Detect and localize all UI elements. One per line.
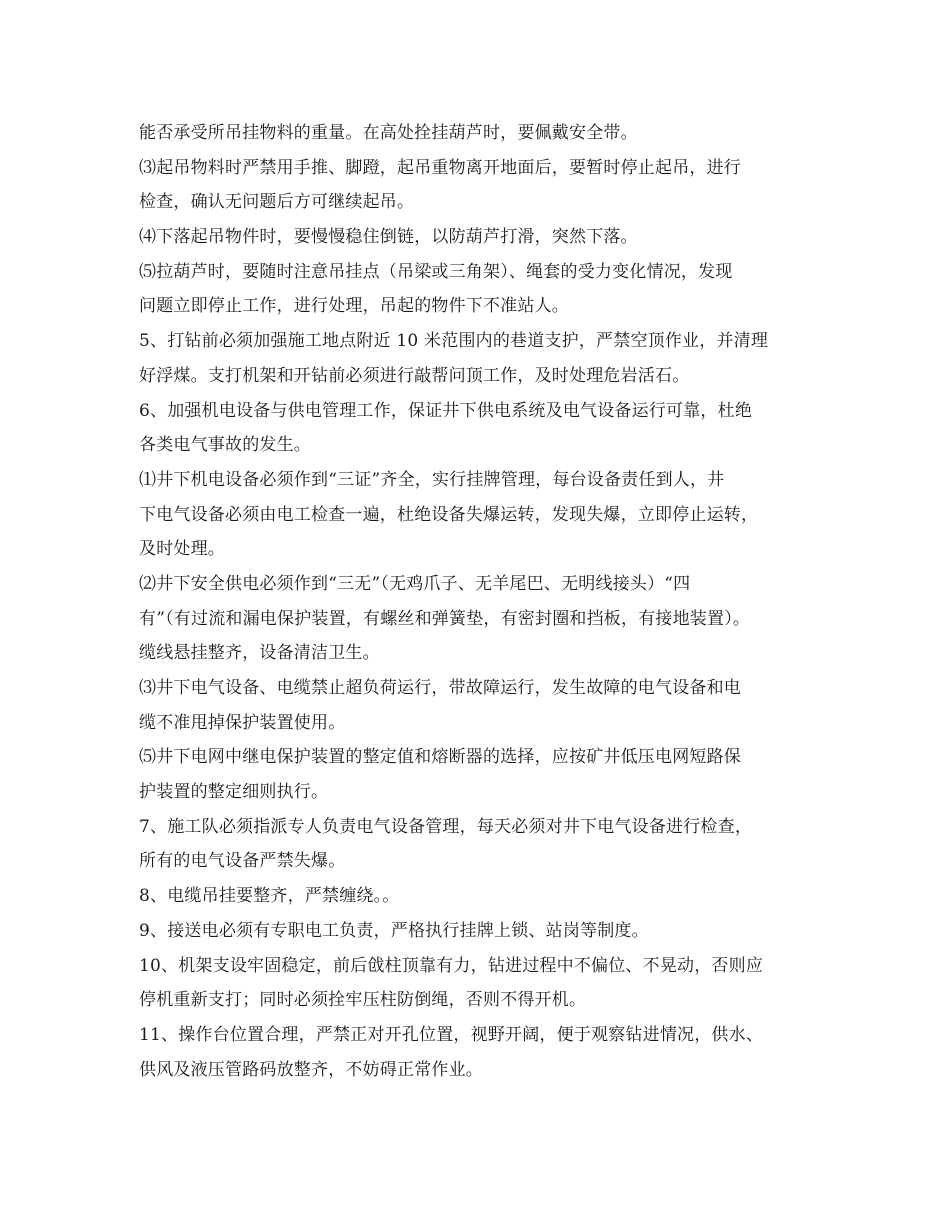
text-line: 10、机架支设牢固稳定，前后戗柱顶靠有力，钻进过程中不偏位、不晃动，否则应 [139, 955, 764, 976]
text-line: 下电气设备必须由电工检查一遍，杜绝设备失爆运转，发现失爆，立即停止运转， [139, 504, 759, 525]
text-line: 好浮煤。支打机架和开钻前必须进行敲帮问顶工作，及时处理危岩活石。 [139, 365, 690, 386]
text-line: 检查，确认无问题后方可继续起吊。 [139, 192, 415, 213]
text-line: ⑶井下电气设备、电缆禁止超负荷运行，带故障运行，发生故障的电气设备和电 [139, 678, 741, 698]
text-line: 及时处理。 [139, 539, 225, 560]
text-line: ⑴井下机电设备必须作到“三证”齐全，实行挂牌管理，每台设备责任到人，井 [139, 469, 725, 490]
text-line: 11、操作台位置合理，严禁正对开孔位置，视野开阔，便于观察钻进情况，供水、 [139, 1024, 764, 1045]
text-line: 9、接送电必须有专职电工负责，严格执行挂牌上锁、站岗等制度。 [139, 920, 649, 941]
text-line: 6、加强机电设备与供电管理工作，保证井下供电系统及电气设备运行可靠，杜绝 [139, 400, 753, 421]
text-line: ⑸井下电网中继电保护装置的整定值和熔断器的选择，应按矿井低压电网短路保 [139, 747, 741, 768]
text-line: 5、打钻前必须加强施工地点附近 10 米范围内的巷道支护，严禁空顶作业，并清理 [139, 331, 769, 352]
text-line: ⑶起吊物料时严禁用手推、脚蹬，起吊重物离开地面后，要暂时停止起吊，进行 [139, 157, 741, 178]
text-line: 7、施工队必须指派专人负责电气设备管理，每天必须对井下电气设备进行检查， [139, 816, 753, 837]
text-line: ⑵井下安全供电必须作到“三无”（无鸡爪子、无羊尾巴、无明线接头）“四 [139, 573, 691, 594]
document-body [139, 116, 819, 1087]
text-line: 停机重新支打；同时必须拴牢压柱防倒绳，否则不得开机。 [139, 990, 587, 1011]
text-line: 缆不准甩掉保护装置使用。 [139, 712, 346, 733]
text-line: ⑷下落起吊物件时，要慢慢稳住倒链，以防葫芦打滑，突然下落。 [139, 227, 638, 248]
text-line: 护装置的整定细则执行。 [139, 782, 329, 803]
text-line: 供风及液压管路码放整齐，不妨碍正常作业。 [139, 1059, 483, 1080]
text-line: 所有的电气设备严禁失爆。 [139, 851, 346, 872]
text-line: 缆线悬挂整齐，设备清洁卫生。 [139, 643, 380, 664]
text-line: 问题立即停止工作，进行处理，吊起的物件下不准站人。 [139, 296, 569, 317]
text-line: 8、电缆吊挂要整齐，严禁缠绕。。 [139, 886, 400, 907]
text-line: 各类电气事故的发生。 [139, 435, 311, 456]
text-line: 有”（有过流和漏电保护装置，有螺丝和弹簧垫，有密封圈和挡板，有接地装置）。 [139, 608, 751, 629]
text-line: ⑸拉葫芦时，要随时注意吊挂点（吊梁或三角架）、绳套的受力变化情况，发现 [139, 261, 733, 282]
text-line: 能否承受所吊挂物料的重量。在高处拴挂葫芦时，要佩戴安全带。 [139, 123, 638, 143]
